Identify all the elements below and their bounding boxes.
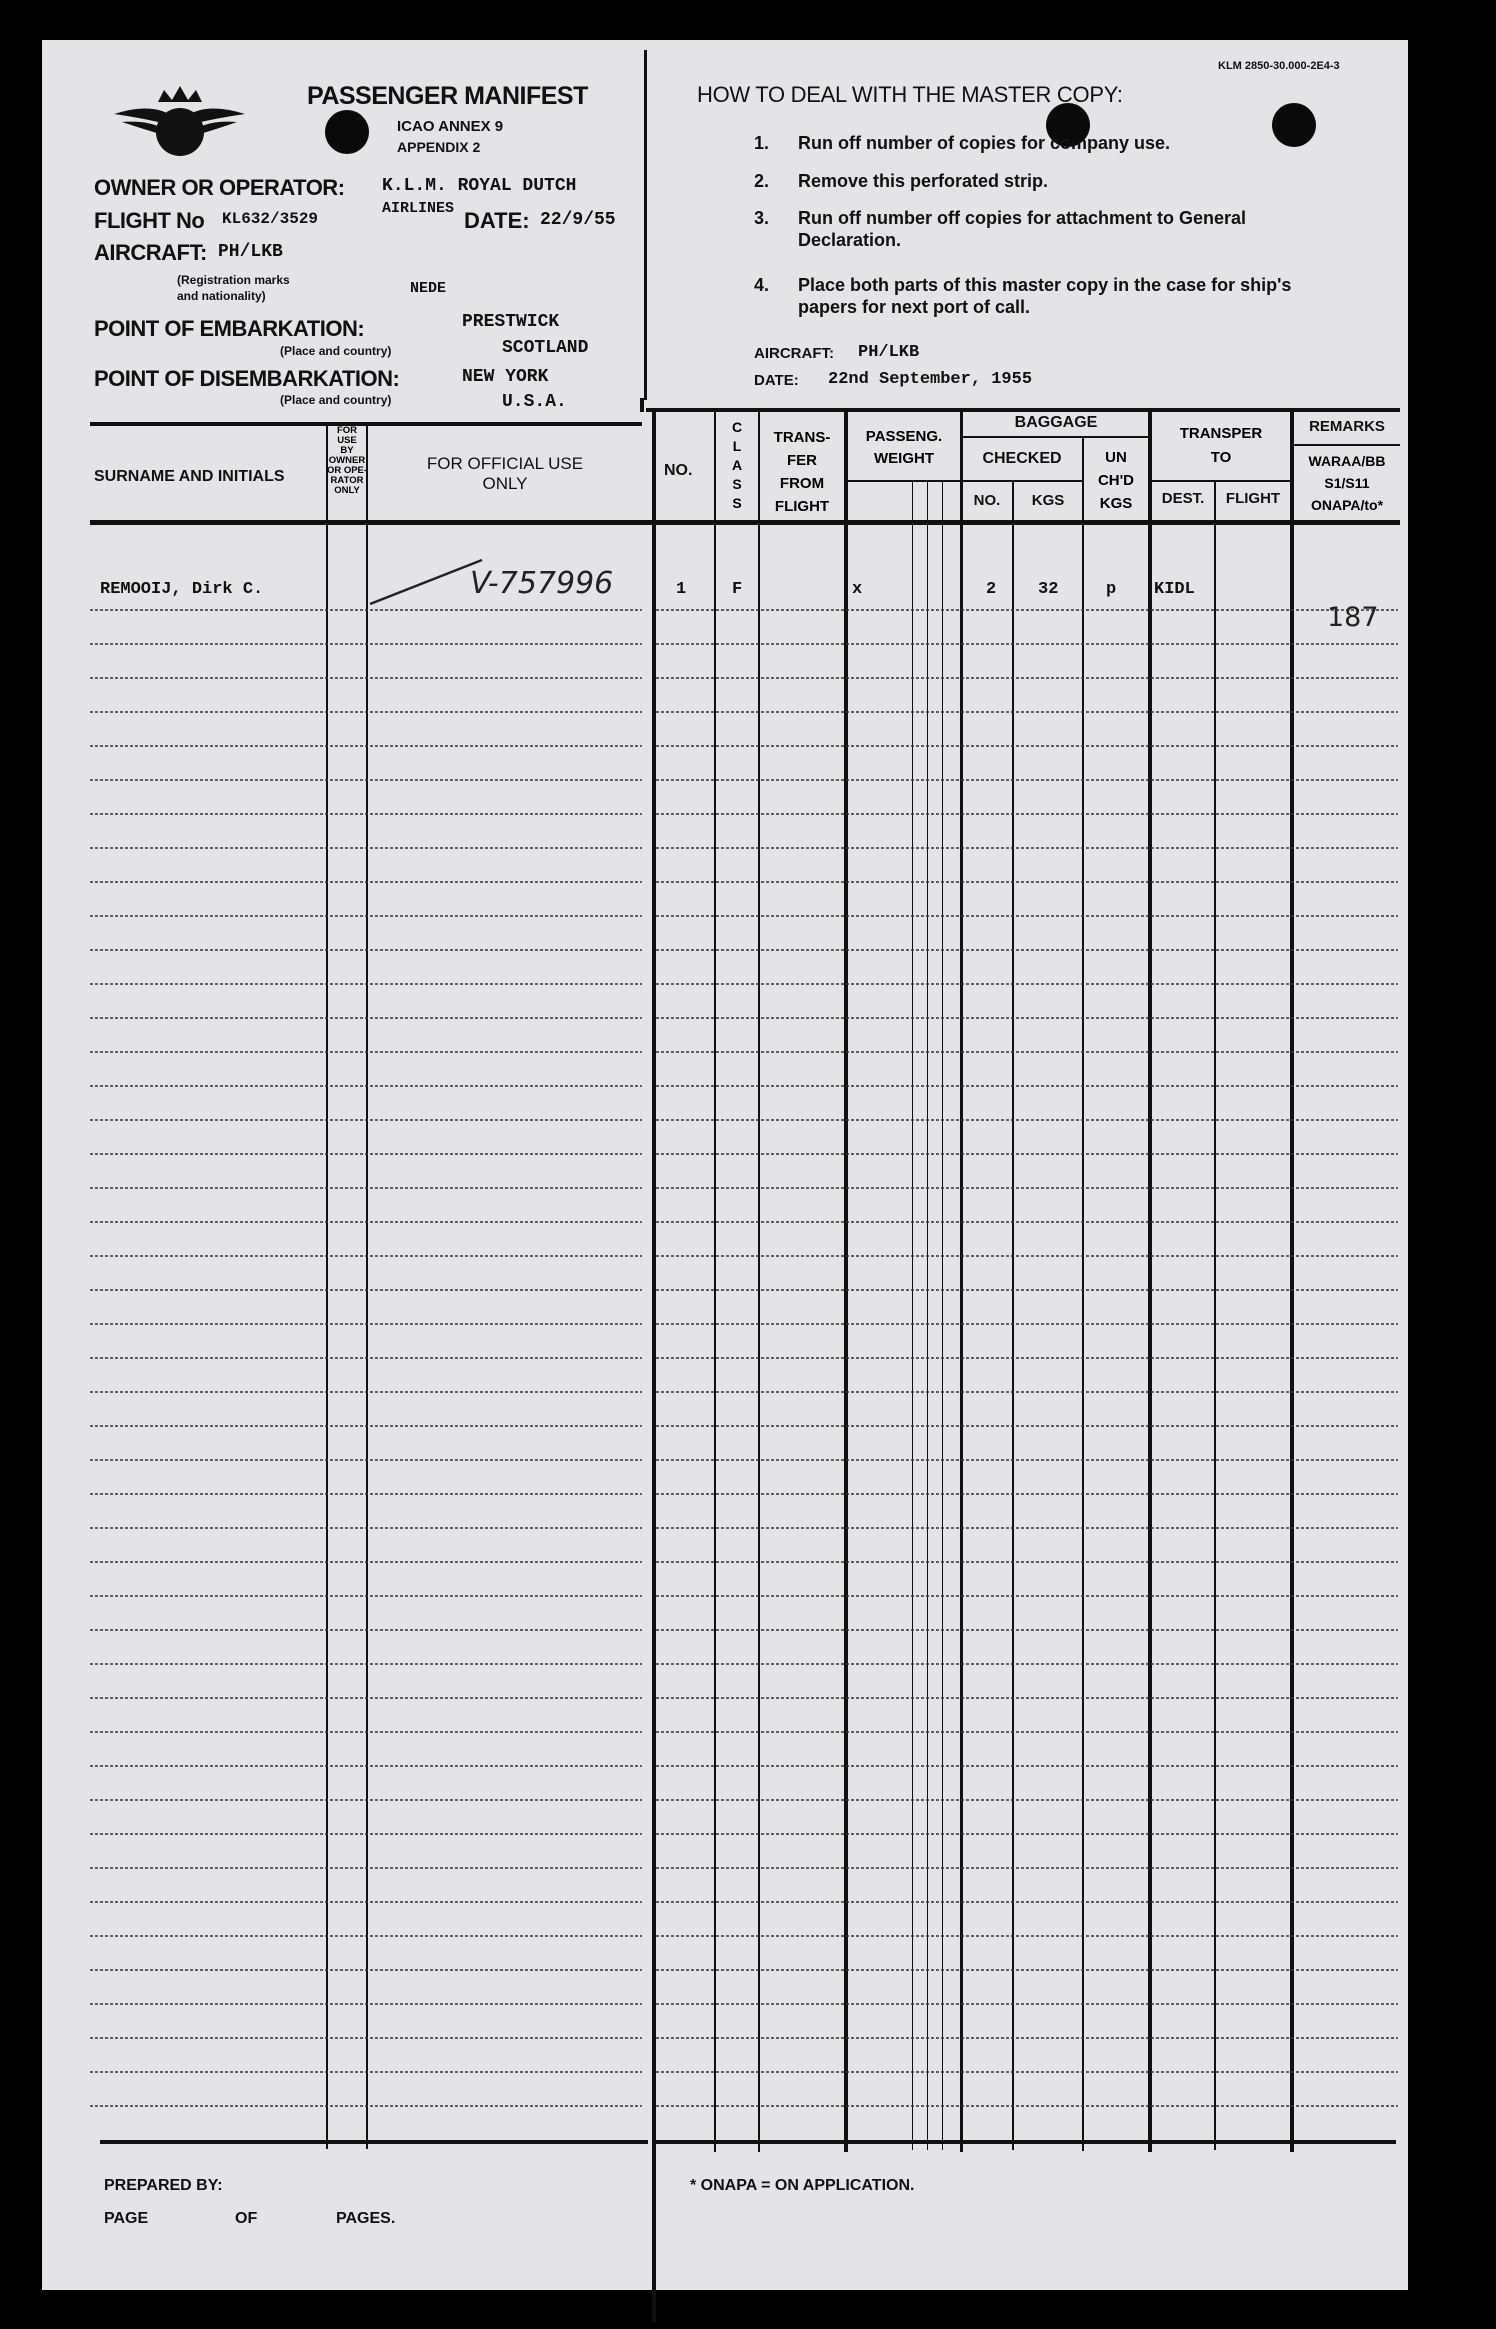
flight-header: FLIGHT [1225, 490, 1281, 507]
remarks-header: REMARKS [1309, 418, 1385, 435]
bag-no-header: NO. [973, 492, 1001, 509]
instr-aircraft-label: AIRCRAFT: [754, 345, 834, 362]
instruction-num: 1. [754, 133, 770, 153]
official-header-line: ONLY [482, 474, 528, 493]
class-header-letter: L [732, 438, 742, 454]
owner-use-line: ONLY [334, 485, 360, 496]
weight-header-line: PASSENG. [865, 428, 943, 445]
instruction-text: papers for next port of call. [798, 297, 1031, 317]
class-header-letter: S [732, 495, 742, 511]
instruction-num: 2. [754, 171, 770, 191]
disembark-label: POINT OF DISEMBARKATION: [94, 366, 400, 391]
embark-value: PRESTWICK [462, 312, 560, 332]
registration-note: (Registration marks [177, 273, 290, 287]
date-value: 22/9/55 [540, 210, 616, 230]
date-label: DATE: [464, 208, 530, 233]
page-label: PAGE [104, 2210, 149, 2227]
baggage-header: BAGGAGE [1014, 414, 1098, 431]
bag-no: 2 [986, 580, 997, 599]
remarks-sub-line: WARAA/BB [1308, 453, 1386, 469]
flight-value: KL632/3529 [222, 210, 319, 228]
transfer-dest: KIDL [1154, 580, 1195, 599]
pages-label: PAGES. [336, 2210, 396, 2227]
embark-value-2: SCOTLAND [502, 338, 589, 358]
registration-value: NEDE [410, 280, 447, 297]
remarks-sub-line: S1/S11 [1324, 475, 1370, 491]
disembark-value: NEW YORK [462, 367, 549, 387]
instruction-text: Place both parts of this master copy in the case for ship's [798, 275, 1292, 295]
disembark-value-2: U.S.A. [502, 392, 567, 412]
instruction-text: Remove this perforated strip. [798, 171, 1049, 191]
instruction-text: Run off number off copies for attachment to General [798, 208, 1247, 228]
form-appendix: APPENDIX 2 [397, 139, 481, 155]
owner-use-line: OWNER [328, 455, 366, 466]
transper-header-line: TO [1210, 449, 1232, 466]
transper-header-line: TRANSPER [1179, 425, 1263, 442]
onapa-note: * ONAPA = ON APPLICATION. [690, 2177, 915, 2194]
owner-value: K.L.M. ROYAL DUTCH [382, 176, 577, 196]
remarks-number: 187 [1327, 602, 1379, 633]
bag-kgs-header: KGS [1031, 492, 1065, 509]
transfer-header-line: TRANS- [773, 429, 831, 446]
passenger-class: F [732, 580, 743, 599]
owner-use-line: RATOR [330, 475, 364, 486]
owner-use-line: BY [340, 445, 354, 456]
class-header-letter: C [731, 419, 743, 435]
disembark-note: (Place and country) [280, 393, 392, 407]
instruction-text: Run off number of copies for company use. [798, 133, 1171, 153]
no-header: NO. [664, 462, 693, 479]
flight-label: FLIGHT No [94, 208, 205, 233]
transfer-header-line: FLIGHT [774, 498, 830, 515]
manifest-form [42, 40, 1408, 2290]
table-bottom-rule [100, 2140, 648, 2144]
bag-kgs: 32 [1038, 580, 1059, 599]
unchd-header-line: CH'D [1097, 472, 1135, 489]
unchd-header-line: KGS [1099, 495, 1133, 512]
owner-label: OWNER OR OPERATOR: [94, 175, 345, 200]
remarks-sub-line: ONAPA/to* [1310, 497, 1384, 513]
transfer-header-line: FER [787, 452, 817, 469]
transfer-header-line: FROM [779, 475, 825, 492]
table-bottom-rule [656, 2140, 1396, 2144]
instruction-num: 3. [754, 208, 770, 228]
instructions-title: HOW TO DEAL WITH THE MASTER COPY: [697, 82, 1123, 107]
owner-value-2: AIRLINES [382, 200, 455, 217]
owner-use-line: FOR USE [336, 425, 358, 446]
instruction-num: 4. [754, 275, 770, 295]
weight-header-line: WEIGHT [874, 450, 934, 467]
passenger-weight: x [852, 580, 863, 599]
prepared-by: PREPARED BY: [104, 2177, 223, 2194]
form-code: KLM 2850-30.000-2E4-3 [1218, 60, 1340, 72]
embark-label: POINT OF EMBARKATION: [94, 316, 365, 341]
registration-note-2: and nationality) [177, 289, 266, 303]
class-header-letter: S [732, 476, 742, 492]
aircraft-label: AIRCRAFT: [94, 240, 207, 265]
unchd-kgs: p [1106, 580, 1117, 599]
form-title: PASSENGER MANIFEST [307, 82, 588, 110]
dest-header: DEST. [1161, 490, 1205, 507]
of-label: OF [235, 2210, 258, 2227]
instruction-text: Declaration. [798, 230, 902, 250]
official-number: V-757996 [470, 566, 614, 601]
passenger-name: REMOOIJ, Dirk C. [100, 580, 264, 599]
instr-aircraft-value: PH/LKB [858, 343, 920, 362]
aircraft-value: PH/LKB [218, 242, 283, 262]
surname-header: SURNAME AND INITIALS [94, 468, 285, 485]
official-header-line: FOR OFFICIAL USE [426, 454, 584, 473]
checked-header: CHECKED [982, 450, 1062, 467]
form-annex: ICAO ANNEX 9 [397, 118, 504, 135]
class-header-letter: A [731, 457, 743, 473]
embark-note: (Place and country) [280, 344, 392, 358]
instr-date-value: 22nd September, 1955 [828, 370, 1033, 389]
passenger-no: 1 [676, 580, 687, 599]
instr-date-label: DATE: [754, 372, 799, 389]
unchd-header-line: UN [1105, 449, 1127, 466]
owner-use-line: OR OPE- [326, 465, 368, 476]
ruled-rows [42, 40, 1408, 2290]
